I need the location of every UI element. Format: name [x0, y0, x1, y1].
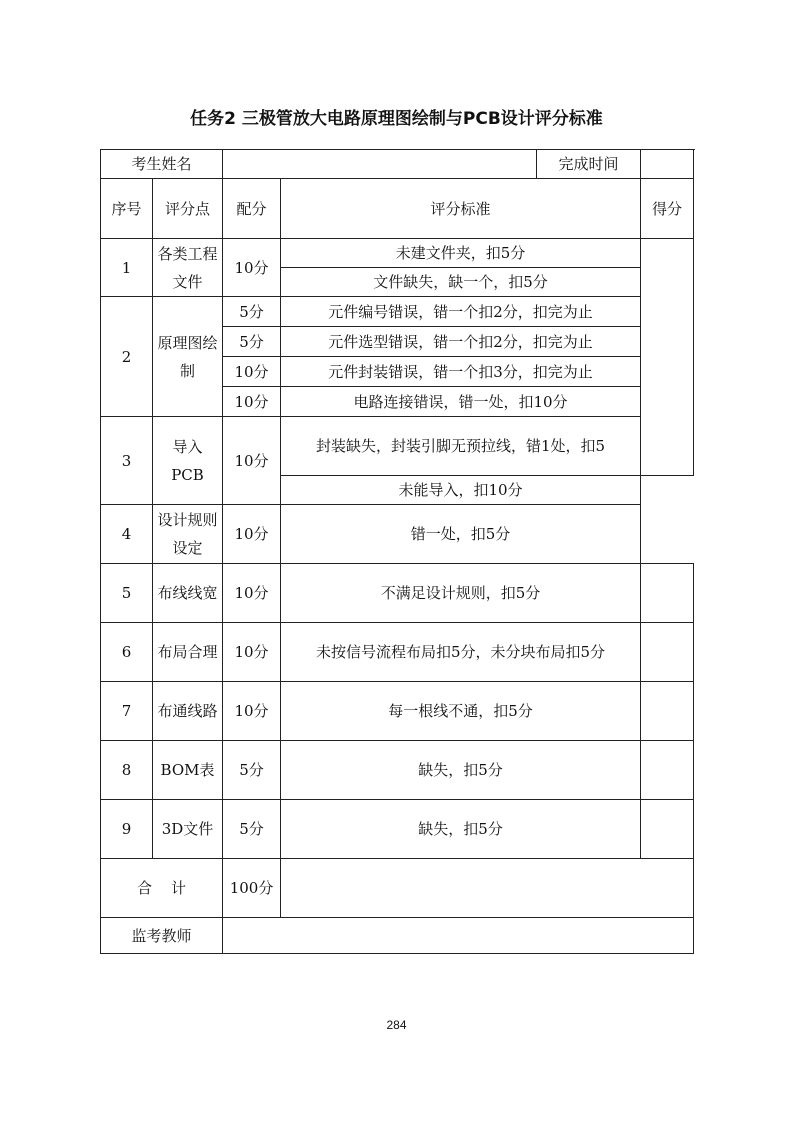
table-row: [101, 505, 694, 564]
proctor-label: 监考教师: [101, 918, 223, 954]
proctor-row: [101, 918, 694, 954]
header-info-row: [101, 150, 694, 179]
row-seq: 5: [101, 564, 153, 623]
row-score: 10分: [223, 564, 281, 623]
table-row: [101, 623, 694, 682]
col-criteria-header: 评分标准: [281, 179, 641, 239]
row-criteria: 不满足设计规则，扣5分: [281, 564, 641, 623]
table-row: [101, 800, 694, 859]
row-criteria: 缺失，扣5分: [281, 800, 641, 859]
col-got-header: 得分: [641, 179, 694, 239]
row-score: 10分: [223, 505, 281, 564]
row-criteria: 缺失，扣5分: [281, 741, 641, 800]
row-got-value: [641, 239, 694, 476]
total-score: 100分: [223, 859, 281, 918]
row-seq: 6: [101, 623, 153, 682]
page-title: 任务2 三极管放大电路原理图绘制与PCB设计评分标准: [190, 109, 603, 129]
col-score-header: 配分: [223, 179, 281, 239]
row-point: 布线线宽: [153, 564, 223, 623]
row-seq: 1: [101, 239, 153, 297]
row-criteria: 未能导入，扣10分: [281, 476, 641, 505]
row-criteria: 未按信号流程布局扣5分，未分块布局扣5分: [281, 623, 641, 682]
student-name-value: [223, 150, 537, 179]
table-row: [101, 564, 694, 623]
total-row: [101, 859, 694, 918]
col-seq-header: 序号: [101, 179, 153, 239]
row-score: 10分: [223, 357, 281, 387]
table-row: [101, 297, 694, 327]
row-score: 10分: [223, 682, 281, 741]
table-row: [101, 741, 694, 800]
row-seq: 3: [101, 417, 153, 505]
row-score: 10分: [223, 417, 281, 505]
row-seq: 9: [101, 800, 153, 859]
row-point: 3D文件: [153, 800, 223, 859]
row-got-value: [641, 564, 694, 623]
table-row: [101, 682, 694, 741]
row-got-value: [641, 623, 694, 682]
row-seq: 2: [101, 297, 153, 417]
table-row: [101, 239, 694, 268]
row-point: 原理图绘制: [153, 297, 223, 417]
row-score: 5分: [223, 297, 281, 327]
row-criteria: 封装缺失，封装引脚无预拉线，错1处，扣5: [281, 417, 641, 476]
row-point: 布局合理: [153, 623, 223, 682]
row-score: 10分: [223, 623, 281, 682]
row-criteria: 未建文件夹，扣5分: [281, 239, 641, 268]
student-name-label: 考生姓名: [101, 150, 223, 179]
column-header-row: [101, 179, 694, 239]
row-score: 10分: [223, 239, 281, 297]
col-point-header: 评分点: [153, 179, 223, 239]
row-score: 5分: [223, 800, 281, 859]
row-score: 5分: [223, 741, 281, 800]
finish-time-label: 完成时间: [537, 150, 641, 179]
total-got-value: [281, 859, 694, 918]
table-row: [101, 417, 694, 476]
row-criteria: 元件编号错误，错一个扣2分，扣完为止: [281, 297, 641, 327]
row-criteria: 元件封装错误，错一个扣3分，扣完为止: [281, 357, 641, 387]
row-score: 5分: [223, 327, 281, 357]
scoring-table: [100, 149, 694, 954]
row-seq: 8: [101, 741, 153, 800]
finish-time-value: [641, 150, 694, 179]
row-criteria: 电路连接错误，错一处，扣10分: [281, 387, 641, 417]
row-criteria: 文件缺失，缺一个，扣5分: [281, 268, 641, 297]
row-point: 设计规则设定: [153, 505, 223, 564]
row-criteria: 错一处，扣5分: [281, 505, 641, 564]
page-number: 284: [386, 1018, 407, 1032]
total-label: 合 计: [101, 859, 223, 918]
row-point: BOM表: [153, 741, 223, 800]
row-got-value: [641, 741, 694, 800]
row-criteria: 元件选型错误，错一个扣2分，扣完为止: [281, 327, 641, 357]
row-seq: 7: [101, 682, 153, 741]
row-score: 10分: [223, 387, 281, 417]
row-got-value: [641, 682, 694, 741]
row-point: 布通线路: [153, 682, 223, 741]
proctor-signature: [223, 918, 694, 954]
row-point: 各类工程文件: [153, 239, 223, 297]
row-criteria: 每一根线不通，扣5分: [281, 682, 641, 741]
row-got-value: [641, 800, 694, 859]
row-seq: 4: [101, 505, 153, 564]
row-point: 导入PCB: [153, 417, 223, 505]
